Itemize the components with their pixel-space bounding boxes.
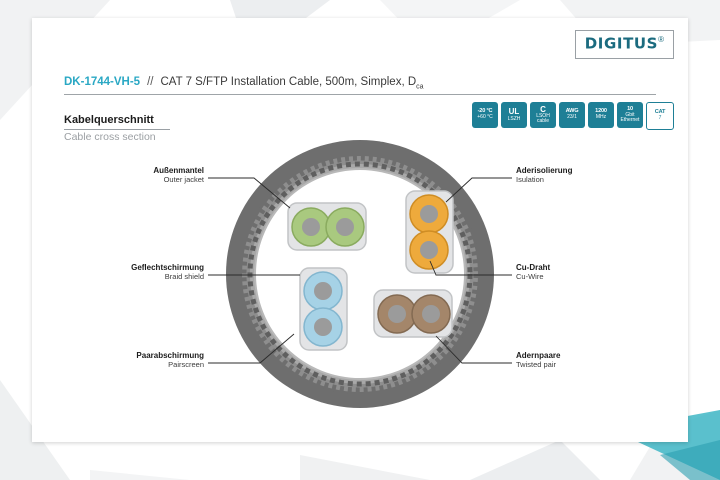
brand-name: DIGITUS — [584, 34, 659, 53]
brand-registered-mark: ® — [658, 35, 664, 44]
title-separator: // — [147, 76, 154, 88]
label-braid-shield-de: Geflechtschirmung — [131, 263, 204, 272]
product-sku: DK-1744-VH-5 — [64, 76, 141, 88]
badge-bandwidth-line1: 1200 — [595, 108, 607, 115]
badge-awg-line1: AWG — [565, 108, 579, 115]
label-cu-wire-de: Cu-Draht — [516, 263, 551, 272]
label-braid-shield-en: Braid shield — [164, 272, 204, 281]
product-description-tail: , Simplex, D — [354, 76, 417, 88]
twisted-pair-green — [288, 203, 366, 250]
product-description-subscript: ca — [416, 83, 424, 91]
label-twisted-pair-en: Twisted pair — [516, 360, 557, 369]
label-insulation-en: Isulation — [516, 175, 544, 184]
label-insulation-de: Aderisolierung — [516, 166, 573, 175]
label-cu-wire — [516, 263, 550, 281]
badge-category-line2: 7 — [658, 115, 662, 122]
label-pairscreen-de: Paarabschirmung — [136, 351, 204, 360]
label-pairscreen — [42, 351, 204, 369]
badge-lsoh-line1: C — [540, 104, 546, 114]
section-title-de: Kabelquerschnitt — [64, 114, 154, 126]
label-twisted-pair-de: Adernpaare — [516, 351, 561, 360]
label-outer-jacket — [42, 166, 204, 184]
label-insulation — [516, 166, 572, 184]
label-pairscreen-en: Pairscreen — [168, 360, 204, 369]
badge-awg-line2: 23/1 — [567, 114, 577, 121]
badge-speed-line2: Gbit Ethernet — [620, 111, 640, 123]
badge-temperature-line1: -20 °C — [477, 108, 493, 115]
badge-temperature-line2: +60 °C — [477, 114, 493, 121]
twisted-pair-blue — [300, 268, 347, 350]
badge-category-line1: CAT — [654, 109, 666, 116]
badge-ul-line1: UL — [508, 107, 520, 117]
badge-speed-line1: 10 — [627, 105, 633, 112]
badge-bandwidth-line2: MHz — [595, 114, 607, 121]
badge-ul-line2: LSZH — [507, 115, 521, 122]
product-description-main: CAT 7 S/FTP Installation Cable, 500 — [160, 76, 345, 88]
cable-cross-section-diagram — [32, 18, 688, 442]
label-outer-jacket-de: Außenmantel — [153, 166, 204, 175]
badge-lsoh-line2: LSOH cable — [536, 112, 550, 125]
product-description-unit: m — [344, 76, 355, 88]
twisted-pair-brown — [374, 290, 452, 337]
label-twisted-pair — [516, 351, 560, 369]
label-braid-shield — [42, 263, 204, 281]
section-title-en: Cable cross section — [64, 131, 156, 143]
twisted-pair-orange — [406, 191, 453, 273]
label-outer-jacket-en: Outer jacket — [163, 175, 204, 184]
label-cu-wire-en: Cu-Wire — [516, 272, 544, 281]
content-card — [32, 18, 688, 442]
